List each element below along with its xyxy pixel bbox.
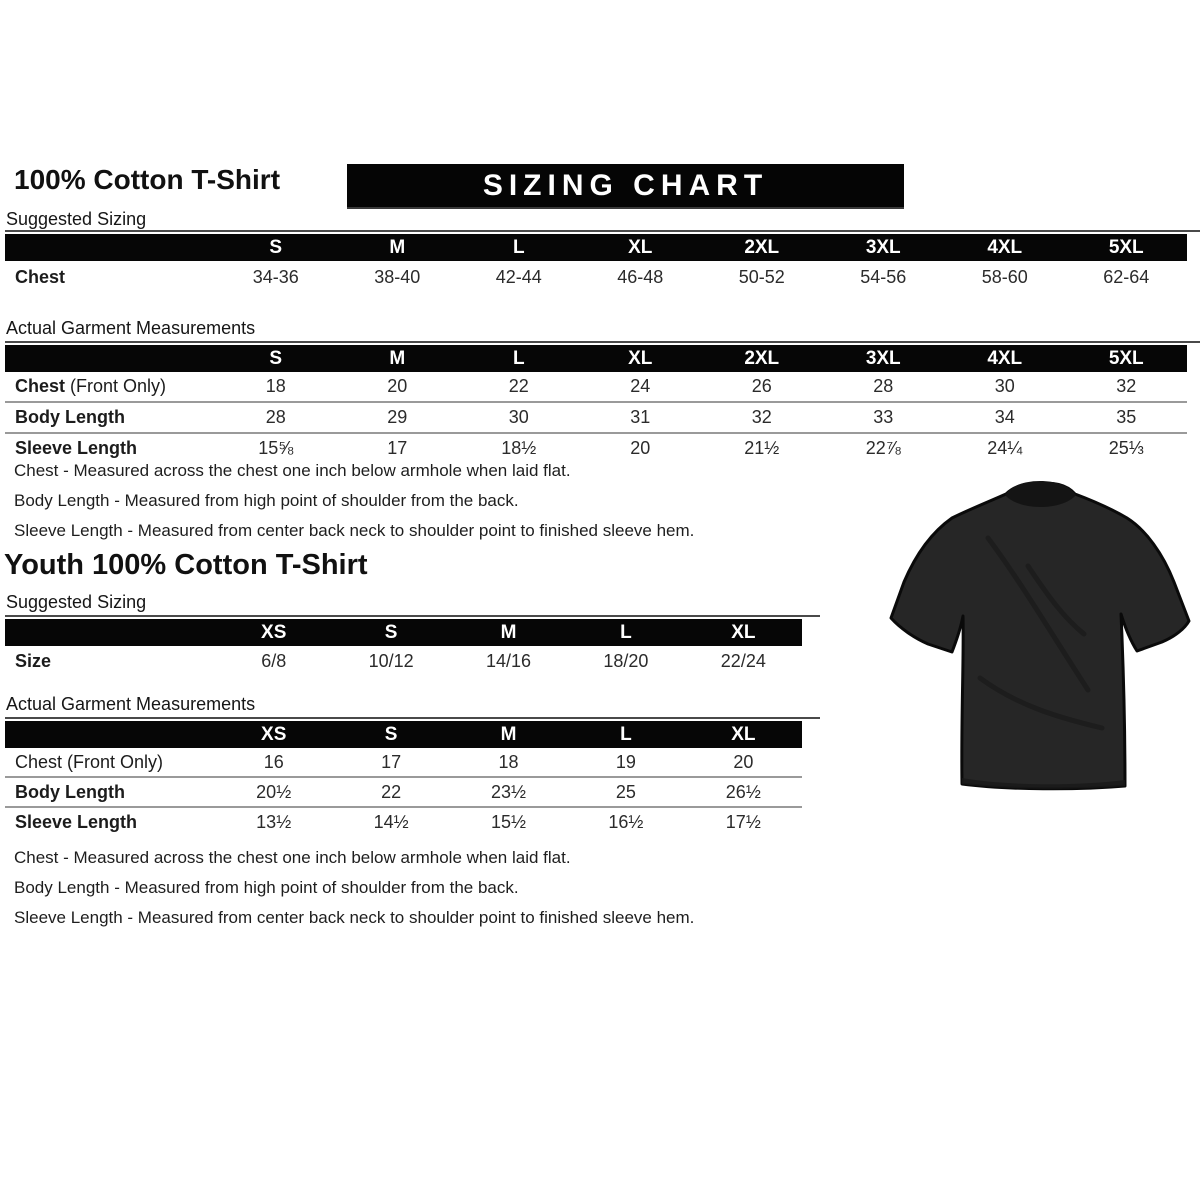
measurement-cell: 46-48 (617, 267, 664, 287)
size-column-header: XS (261, 724, 287, 745)
measurement-cell: 17 (387, 438, 408, 458)
measurement-note: Sleeve Length - Measured from center back neck to shoulder point to finished sleeve hem. (14, 908, 695, 927)
measurement-cell: 28 (873, 376, 894, 396)
measurement-cell: 15⅝ (258, 438, 294, 458)
measurement-note: Body Length - Measured from high point of shoulder from the back. (14, 878, 519, 897)
tshirt-photo (888, 478, 1192, 800)
measurement-cell: 18½ (501, 438, 537, 458)
measurement-cell: 33 (873, 407, 894, 427)
size-column-header: L (512, 348, 525, 369)
measurement-cell: 20 (733, 751, 754, 772)
measurement-cell: 50-52 (738, 267, 785, 287)
measurement-cell: 35 (1116, 407, 1137, 427)
row-label: Chest (15, 267, 66, 287)
measurement-cell: 25 (615, 781, 636, 802)
measurement-note: Chest - Measured across the chest one inch below armhole when laid flat. (14, 461, 571, 480)
measurement-cell: 31 (630, 407, 651, 427)
size-column-header: 5XL (1108, 237, 1144, 258)
size-column-header: 4XL (987, 348, 1023, 369)
measurement-cell: 32 (751, 407, 772, 427)
measurement-cell: 14/16 (485, 650, 532, 671)
row-label: Sleeve Length (15, 438, 138, 458)
size-column-header: S (269, 348, 283, 369)
measurement-note: Sleeve Length - Measured from center back neck to shoulder point to finished sleeve hem. (14, 521, 695, 540)
table-header-spacer (5, 345, 215, 372)
row-label: Chest (Front Only) (15, 751, 164, 772)
measurement-cell: 34-36 (252, 267, 299, 287)
measurement-cell: 24 (630, 376, 651, 396)
table-header-row (5, 234, 1187, 261)
row-label: Body Length (15, 407, 125, 427)
size-column-header: M (389, 348, 406, 369)
measurement-cell: 18 (498, 751, 519, 772)
measurement-cell: 25⅓ (1108, 438, 1144, 458)
table-row (5, 261, 1187, 294)
sizing-chart-banner: SIZING CHART (347, 164, 904, 207)
adult-measurement-notes (14, 456, 694, 546)
size-column-header: XL (731, 622, 756, 643)
measurement-cell: 58-60 (981, 267, 1028, 287)
measurement-cell: 22 (381, 781, 402, 802)
youth-actual-measurements-table (5, 717, 820, 836)
measurement-cell: 14½ (373, 811, 409, 832)
measurement-note: Body Length - Measured from high point of shoulder from the back. (14, 491, 519, 510)
size-column-header: M (500, 622, 517, 643)
adult-suggested-sizing-table (5, 230, 1200, 294)
measurement-cell: 22/24 (720, 650, 766, 671)
table-row (5, 372, 1187, 401)
table-header-spacer (5, 721, 215, 748)
size-column-header: L (512, 237, 525, 258)
measurement-cell: 16½ (608, 811, 644, 832)
size-column-header: 5XL (1108, 348, 1144, 369)
measurement-cell: 32 (1116, 376, 1137, 396)
size-column-header: XL (628, 237, 653, 258)
size-column-header: M (500, 724, 517, 745)
page-title: 100% Cotton T-Shirt (14, 164, 281, 195)
measurement-cell: 29 (387, 407, 408, 427)
table-header-spacer (5, 619, 215, 646)
measurement-cell: 20 (387, 376, 408, 396)
youth-title: Youth 100% Cotton T-Shirt (4, 549, 368, 581)
measurement-cell: 18 (265, 376, 286, 396)
size-column-header: XL (731, 724, 756, 745)
measurement-cell: 38-40 (374, 267, 421, 287)
table-row (5, 776, 802, 806)
table-row (5, 806, 802, 836)
size-column-header: XL (628, 348, 653, 369)
size-column-header: 3XL (865, 237, 901, 258)
measurement-cell: 24¼ (987, 438, 1023, 458)
measurement-cell: 16 (263, 751, 284, 772)
table-header-row (5, 619, 802, 646)
size-column-header: L (620, 622, 632, 643)
adult-suggested-sizing-label: Suggested Sizing (6, 209, 147, 229)
tshirt-body (891, 483, 1189, 788)
row-label: Sleeve Length (15, 811, 138, 832)
measurement-cell: 17½ (725, 811, 761, 832)
row-label: Chest (Front Only) (15, 376, 167, 396)
size-column-header: M (389, 237, 406, 258)
table-row (5, 748, 802, 776)
measurement-cell: 15½ (490, 811, 527, 832)
youth-measurement-notes (14, 843, 694, 933)
size-column-header: 4XL (987, 237, 1023, 258)
measurement-cell: 20 (630, 438, 651, 458)
youth-suggested-sizing-table (5, 615, 820, 676)
adult-actual-measurements-label: Actual Garment Measurements (6, 318, 256, 338)
adult-actual-measurements-table (5, 341, 1200, 463)
measurement-cell: 23½ (490, 781, 527, 802)
measurement-cell: 30 (994, 376, 1015, 396)
youth-actual-measurements-label: Actual Garment Measurements (6, 694, 256, 714)
measurement-cell: 26 (751, 376, 772, 396)
size-column-header: S (384, 622, 398, 643)
size-column-header: S (384, 724, 398, 745)
measurement-cell: 42-44 (495, 267, 542, 287)
size-column-header: L (620, 724, 632, 745)
measurement-cell: 13½ (256, 811, 292, 832)
table-header-spacer (5, 234, 215, 261)
measurement-cell: 22 (508, 376, 529, 396)
measurement-cell: 10/12 (368, 650, 414, 671)
measurement-cell: 54-56 (860, 267, 907, 287)
size-column-header: S (269, 237, 283, 258)
measurement-cell: 62-64 (1103, 267, 1150, 287)
measurement-note: Chest - Measured across the chest one inch below armhole when laid flat. (14, 848, 571, 867)
measurement-cell: 20½ (256, 781, 292, 802)
measurement-cell: 30 (508, 407, 529, 427)
measurement-cell: 19 (615, 751, 636, 772)
table-header-row (5, 345, 1187, 372)
size-column-header: 2XL (744, 348, 780, 369)
measurement-cell: 21½ (744, 438, 780, 458)
size-column-header: XS (261, 622, 287, 643)
size-column-header: 3XL (865, 348, 901, 369)
size-column-header: 2XL (744, 237, 780, 258)
measurement-cell: 17 (381, 751, 402, 772)
row-label: Size (15, 650, 52, 671)
measurement-cell: 34 (994, 407, 1015, 427)
table-header-row (5, 721, 802, 748)
table-row (5, 646, 802, 676)
measurement-cell: 22⅞ (865, 438, 901, 458)
measurement-cell: 6/8 (261, 650, 287, 671)
measurement-cell: 26½ (725, 781, 761, 802)
measurement-cell: 28 (265, 407, 286, 427)
row-label: Body Length (15, 781, 125, 802)
measurement-cell: 18/20 (603, 650, 649, 671)
youth-suggested-sizing-label: Suggested Sizing (6, 592, 147, 612)
table-row (5, 401, 1187, 432)
